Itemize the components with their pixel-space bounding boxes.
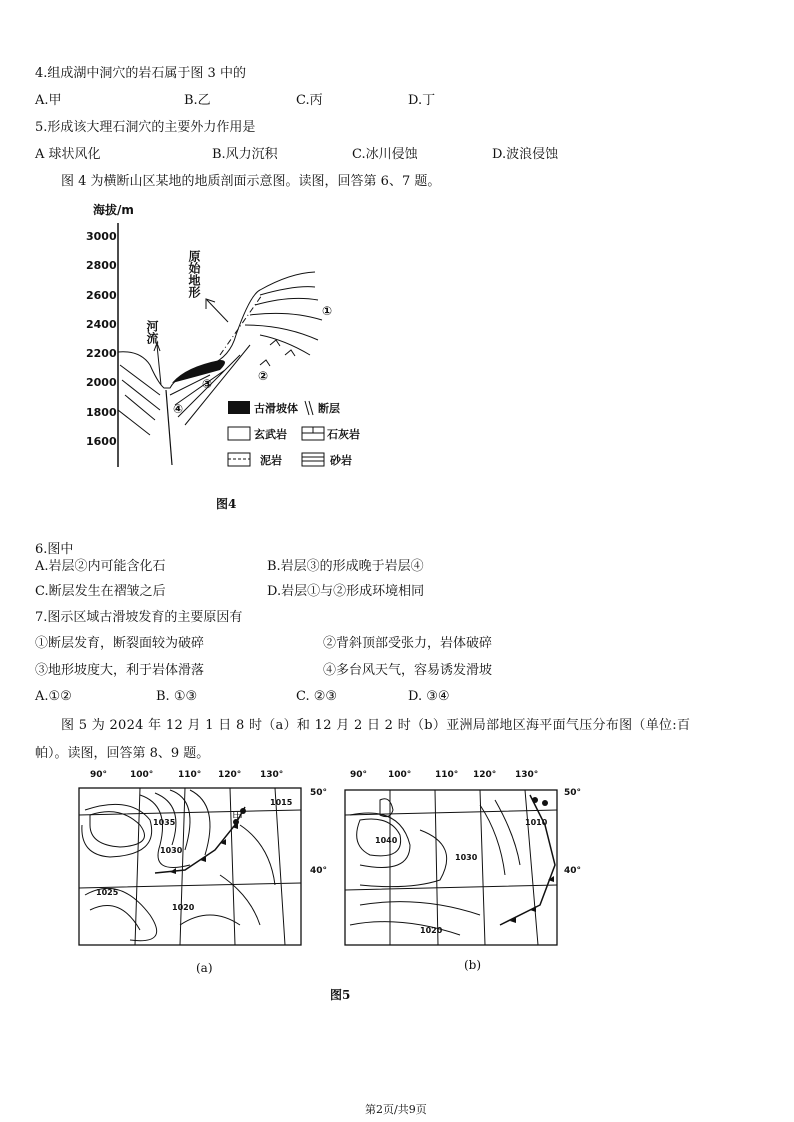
q5-option-a: A 球状风化 [35, 147, 101, 162]
svg-text:110°: 110° [178, 770, 202, 780]
q7-item-1: ①断层发育，断裂面较为破碎 [35, 636, 205, 651]
svg-text:120°: 120° [473, 770, 497, 780]
figure-5-pressure-maps [60, 765, 620, 965]
q7-option-b: B. ①③ [156, 689, 198, 704]
figure-4-caption: 图4 [216, 497, 237, 511]
question-7-stem: 7.图示区域古滑坡发育的主要原因有 [35, 610, 243, 625]
svg-text:40°: 40° [310, 866, 328, 876]
svg-text:1025: 1025 [96, 888, 119, 897]
y-tick: 2000 [86, 376, 117, 389]
svg-text:130°: 130° [515, 770, 539, 780]
point-jia-label: 甲 [232, 810, 243, 823]
figure-4-geologic-profile [60, 195, 380, 495]
svg-text:120°: 120° [218, 770, 242, 780]
q4-option-b: B.乙 [184, 93, 211, 108]
svg-text:40°: 40° [564, 866, 582, 876]
legend-mudstone: 泥岩 [260, 454, 282, 467]
legend-limestone: 石灰岩 [327, 428, 360, 441]
q7-option-a: A.①② [35, 689, 72, 704]
svg-text:110°: 110° [435, 770, 459, 780]
y-axis-label: 海拔/m [93, 203, 134, 217]
page-footer: 第2页/共9页 [365, 1103, 427, 1116]
y-tick: 3000 [86, 230, 117, 243]
figure-5-intro-line-1: 图 5 为 2024 年 12 月 1 日 8 时（a）和 12 月 2 日 2 时（b）亚洲局部地区海平面气压分布图（单位:百 [61, 718, 691, 733]
figure-4-intro: 图 4 为横断山区某地的地质剖面示意图。读图，回答第 6、7 题。 [61, 174, 441, 189]
map-b [345, 790, 557, 945]
legend-fault: 断层 [318, 402, 340, 415]
svg-text:1015: 1015 [270, 798, 293, 807]
q6-option-a: A.岩层②内可能含化石 [35, 559, 166, 574]
svg-text:1020: 1020 [172, 903, 195, 912]
legend-landslide: 古滑坡体 [254, 402, 298, 415]
svg-text:100°: 100° [388, 770, 412, 780]
y-tick: 2400 [86, 318, 117, 331]
svg-text:130°: 130° [260, 770, 284, 780]
svg-text:90°: 90° [90, 770, 108, 780]
river-label: 河流 [145, 320, 159, 344]
svg-text:1020: 1020 [420, 926, 443, 935]
q6-option-b: B.岩层③的形成晚于岩层④ [267, 559, 424, 574]
question-4-stem: 4.组成湖中洞穴的岩石属于图 3 中的 [35, 66, 246, 81]
q7-option-d: D. ③④ [408, 689, 450, 704]
q4-option-c: C.丙 [296, 93, 323, 108]
svg-text:1030: 1030 [455, 853, 478, 862]
q7-item-3: ③地形坡度大，利于岩体滑落 [35, 663, 205, 678]
svg-text:1035: 1035 [153, 818, 176, 827]
q4-option-a: A.甲 [35, 93, 62, 108]
q5-option-c: C.冰川侵蚀 [352, 147, 418, 162]
q7-option-c: C. ②③ [296, 689, 338, 704]
svg-text:1010: 1010 [525, 818, 548, 827]
y-tick: 1600 [86, 435, 117, 448]
legend [228, 401, 360, 467]
legend-basalt: 玄武岩 [254, 428, 287, 441]
q7-item-2: ②背斜顶部受张力，岩体破碎 [323, 636, 493, 651]
q4-option-d: D.丁 [408, 93, 436, 108]
svg-text:50°: 50° [564, 788, 582, 798]
q5-option-b: B.风力沉积 [212, 147, 278, 162]
legend-sandstone: 砂岩 [330, 454, 352, 467]
q7-item-4: ④多台风天气，容易诱发滑坡 [323, 663, 493, 678]
svg-text:90°: 90° [350, 770, 368, 780]
marker-2: ② [258, 369, 269, 383]
y-tick: 1800 [86, 406, 117, 419]
figure-5-caption: 图5 [330, 988, 351, 1002]
question-5-stem: 5.形成该大理石洞穴的主要外力作用是 [35, 120, 256, 135]
y-tick: 2600 [86, 289, 117, 302]
svg-text:1040: 1040 [375, 836, 398, 845]
q5-option-d: D.波浪侵蚀 [492, 147, 559, 162]
map-a-label: (a) [196, 961, 213, 975]
y-tick: 2800 [86, 259, 117, 272]
map-b-label: (b) [464, 958, 482, 972]
q6-option-c: C.断层发生在褶皱之后 [35, 584, 166, 599]
y-tick: 2200 [86, 347, 117, 360]
svg-text:100°: 100° [130, 770, 154, 780]
svg-text:50°: 50° [310, 788, 328, 798]
q6-option-d: D.岩层①与②形成环境相同 [267, 584, 425, 599]
question-6-stem: 6.图中 [35, 542, 74, 557]
svg-text:1030: 1030 [160, 846, 183, 855]
marker-3: ③ [202, 377, 213, 391]
original-terrain-label: 原始地形 [187, 250, 201, 298]
marker-1: ① [322, 304, 333, 318]
figure-5-intro-line-2: 帕）。读图，回答第 8、9 题。 [35, 746, 210, 761]
marker-4: ④ [173, 402, 184, 416]
map-a [79, 788, 301, 945]
